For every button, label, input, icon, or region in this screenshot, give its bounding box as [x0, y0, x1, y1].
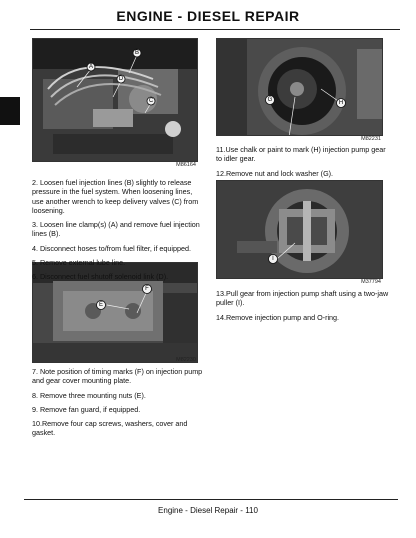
- figure-two-jaw-puller: [216, 180, 383, 279]
- callout-g: G: [267, 97, 273, 103]
- callout-e: E: [98, 302, 104, 308]
- step-14: 14.Remove injection pump and O-ring.: [216, 312, 340, 322]
- step-12: 12.Remove nut and lock washer (G).: [216, 168, 334, 178]
- title-divider: [30, 29, 400, 30]
- figure-id-m37794: M37794: [361, 279, 381, 285]
- step-9: 9. Remove fan guard, if equipped.: [32, 404, 141, 414]
- callout-a: A: [88, 64, 94, 70]
- step-8: 8. Remove three mounting nuts (E).: [32, 390, 146, 400]
- callout-c: C: [148, 98, 154, 104]
- figure-id-m82230: M82230: [176, 357, 196, 363]
- step-11: 11.Use chalk or paint to mark (H) injection pump gear to idler gear.: [216, 145, 386, 164]
- callout-f: F: [145, 286, 149, 292]
- steps-13-to-14: [216, 289, 392, 327]
- page-title: ENGINE - DIESEL REPAIR: [116, 8, 300, 24]
- page-footer: Engine - Diesel Repair - 110: [158, 506, 258, 515]
- figure-id-m82231: M82231: [361, 136, 381, 142]
- step-3: 3. Loosen line clamp(s) (A) and remove fuel injection lines (B).: [32, 220, 200, 239]
- step-7: 7. Note position of timing marks (F) on injection pump and gear cover mounting plate.: [32, 367, 203, 386]
- step-10: 10.Remove four cap screws, washers, cover and gasket.: [32, 419, 188, 438]
- callout-i: I: [272, 256, 274, 262]
- figure-injection-pump-gear: [216, 38, 383, 136]
- step-2: 2. Loosen fuel injection lines (B) slightly to release pressure in the fuel system. When loosening lines, use another wrench to keep delivery valves (C) from loosening.: [32, 178, 199, 215]
- step-13: 13.Pull gear from injection pump shaft using a two-jaw puller (I).: [216, 289, 389, 308]
- footer-divider: [24, 499, 398, 500]
- callout-d: D: [118, 76, 124, 82]
- callout-h: H: [338, 100, 344, 106]
- steps-11-to-12: [216, 145, 392, 183]
- steps-2-to-6: [32, 178, 204, 287]
- step-4: 4. Disconnect hoses to/from fuel filter, if equipped.: [32, 243, 192, 253]
- figure-id-m86164: M86164: [176, 162, 196, 168]
- step-5: 5. Remove external lube line.: [32, 258, 126, 268]
- callout-b: B: [134, 50, 140, 56]
- step-6: 6. Disconnect fuel shutoff solenoid link (D).: [32, 272, 169, 282]
- steps-7-to-10: [32, 367, 204, 443]
- section-tab-marker: [0, 97, 20, 125]
- figure-fuel-injection-lines: [32, 38, 198, 162]
